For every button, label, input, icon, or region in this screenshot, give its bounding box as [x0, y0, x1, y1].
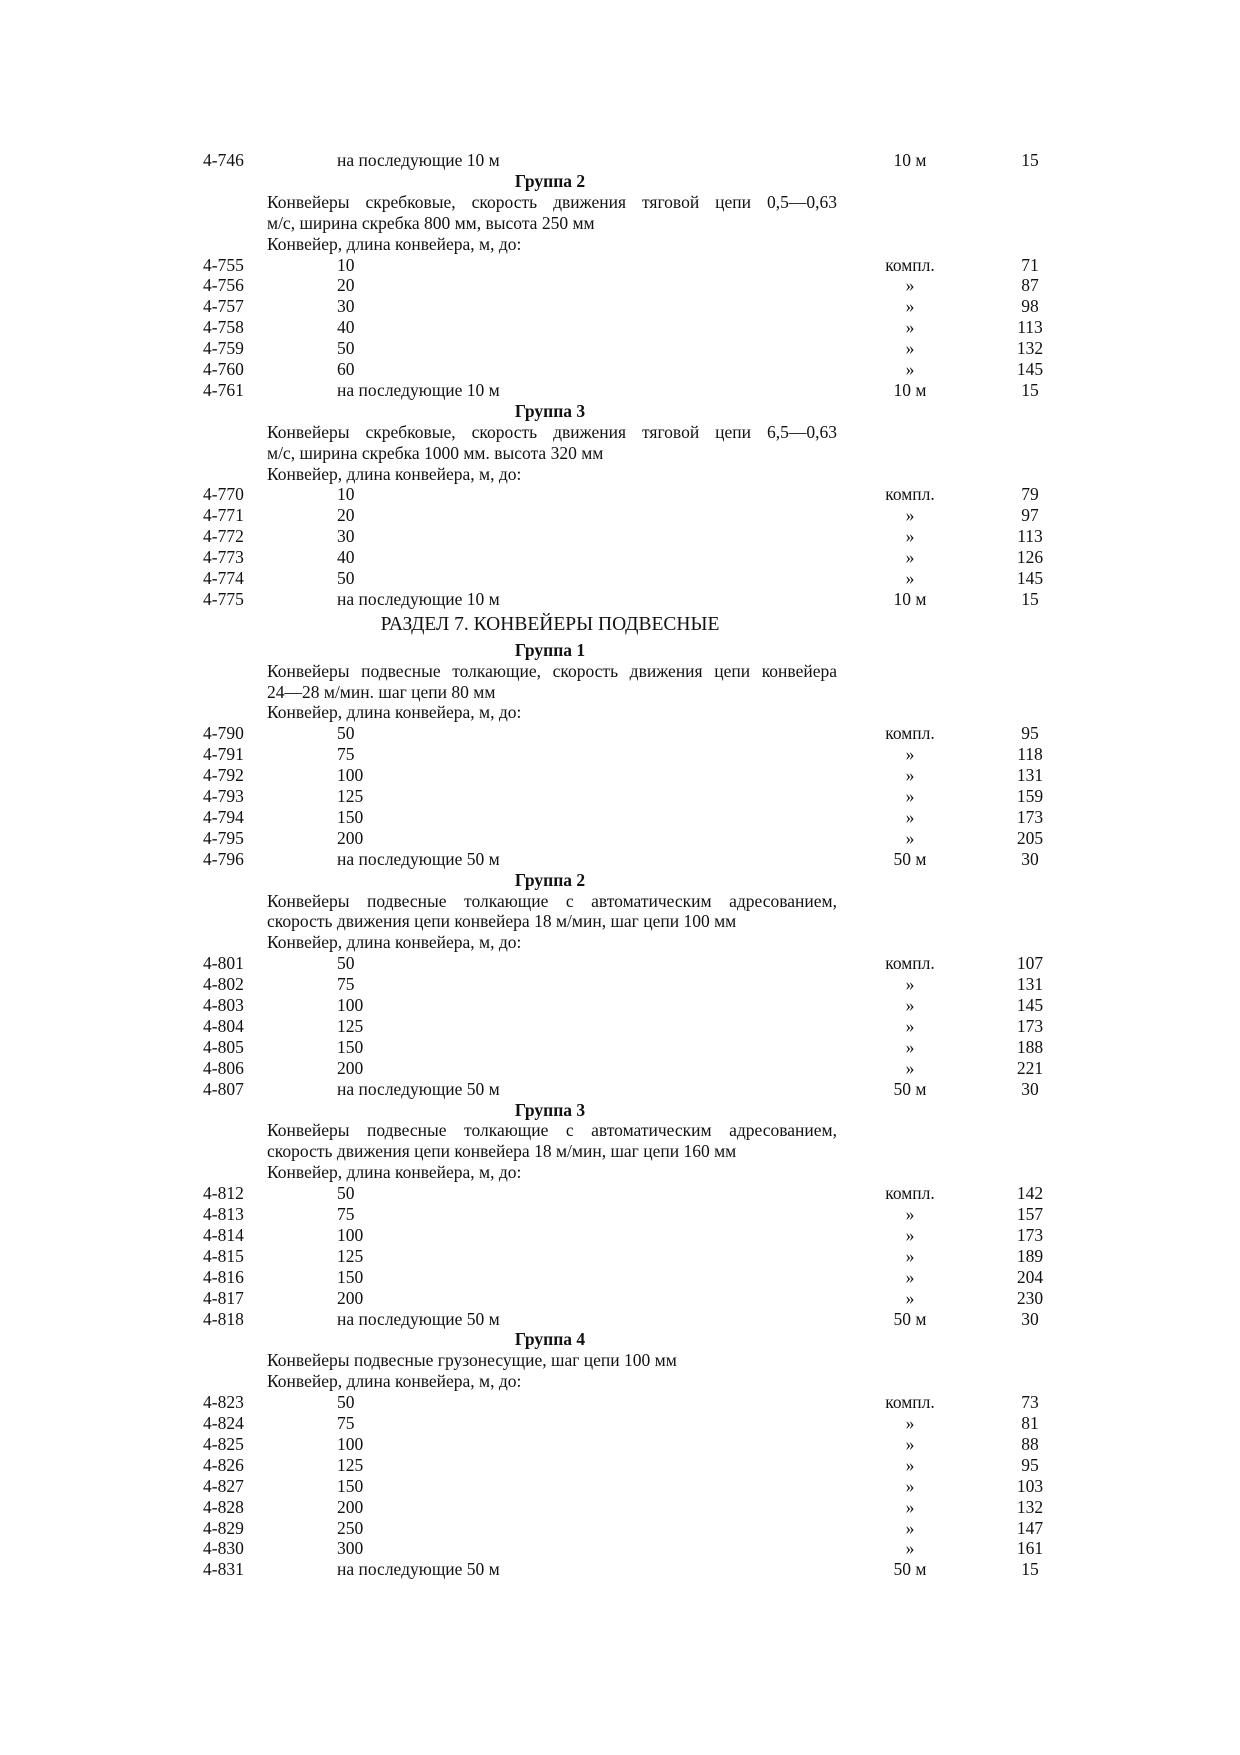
item-value: 132 — [1016, 338, 1044, 359]
item-name: 75 — [337, 974, 355, 995]
item-name: на последующие 10 м — [337, 588, 500, 609]
item-name: 75 — [337, 1204, 355, 1224]
table-row — [0, 338, 1240, 359]
group-description: скорость движения цепи конвейера 18 м/мин, шаг цепи 100 мм — [267, 911, 737, 932]
item-value: 30 — [1021, 1308, 1039, 1329]
item-unit: » — [905, 296, 915, 317]
item-name: 50 — [337, 1183, 355, 1204]
item-value: 205 — [1016, 827, 1044, 848]
item-value: 30 — [1021, 1078, 1039, 1099]
item-name: 100 — [337, 765, 364, 786]
item-value: 145 — [1016, 359, 1044, 379]
item-value: 159 — [1016, 786, 1044, 806]
item-name: 200 — [337, 827, 364, 848]
item-name: 40 — [337, 317, 355, 338]
item-value: 145 — [1016, 568, 1044, 588]
item-unit: компл. — [885, 254, 935, 275]
item-unit: » — [905, 275, 915, 296]
item-value: 221 — [1016, 1057, 1044, 1078]
item-code: 4-815 — [203, 1245, 244, 1266]
group-description: Конвейер, длина конвейера, м, до: — [267, 932, 522, 953]
item-unit: 10 м — [893, 150, 927, 170]
item-value: 79 — [1021, 484, 1039, 505]
table-row — [0, 786, 1240, 807]
document-line-group — [0, 1329, 1240, 1350]
item-value: 157 — [1016, 1204, 1044, 1224]
item-value: 113 — [1017, 317, 1043, 338]
document-line-group — [0, 401, 1240, 422]
item-name: 100 — [337, 1224, 364, 1245]
item-value: 95 — [1021, 1454, 1039, 1475]
item-code: 4-795 — [203, 827, 244, 848]
document-line-desc — [0, 464, 1240, 485]
item-unit: » — [905, 359, 915, 379]
item-unit: » — [905, 827, 915, 848]
group-description: Конвейер, длина конвейера, м, до: — [267, 233, 522, 254]
table-row — [0, 974, 1240, 995]
item-unit: компл. — [885, 953, 935, 974]
document-line-group — [0, 171, 1240, 192]
item-value: 95 — [1021, 723, 1039, 744]
table-row — [0, 526, 1240, 547]
table-row — [0, 1309, 1240, 1330]
item-code: 4-760 — [203, 359, 244, 379]
group-description: Конвейеры скребковые, скорость движения тяговой цепи 6,5—0,63 — [267, 421, 837, 442]
item-name: 30 — [337, 526, 355, 547]
section-heading: РАЗДЕЛ 7. КОНВЕЙЕРЫ ПОДВЕСНЫЕ — [380, 613, 720, 635]
item-value: 15 — [1021, 1559, 1039, 1580]
group-description: Конвейеры подвесные толкающие, скорость движения цепи конвейера — [267, 660, 837, 681]
item-unit: 50 м — [893, 1078, 927, 1099]
document-line-desc — [0, 234, 1240, 255]
item-value: 173 — [1016, 1015, 1044, 1036]
item-value: 87 — [1021, 275, 1039, 296]
table-row — [0, 1559, 1240, 1580]
item-code: 4-802 — [203, 974, 244, 995]
item-name: на последующие 50 м — [337, 1078, 500, 1099]
table-row — [0, 505, 1240, 526]
group-heading: Группа 3 — [514, 400, 586, 421]
item-code: 4-761 — [203, 379, 244, 400]
item-value: 103 — [1016, 1475, 1044, 1496]
item-name: 75 — [337, 744, 355, 765]
item-code: 4-770 — [203, 484, 244, 505]
item-unit: » — [905, 744, 915, 765]
item-code: 4-807 — [203, 1078, 244, 1099]
item-unit: » — [905, 1036, 915, 1057]
item-name: на последующие 50 м — [337, 1308, 500, 1329]
item-code: 4-757 — [203, 296, 244, 317]
item-name: 10 — [337, 484, 355, 505]
item-name: на последующие 50 м — [337, 848, 500, 869]
table-row — [0, 723, 1240, 744]
table-row — [0, 1267, 1240, 1288]
item-name: 125 — [337, 1015, 364, 1036]
group-description: Конвейер, длина конвейера, м, до: — [267, 1371, 522, 1392]
item-unit: » — [905, 547, 915, 568]
item-code: 4-828 — [203, 1496, 244, 1517]
table-row — [0, 1079, 1240, 1100]
item-code: 4-756 — [203, 275, 244, 296]
item-value: 173 — [1016, 806, 1044, 827]
item-name: 100 — [337, 1433, 364, 1454]
item-value: 15 — [1021, 588, 1039, 609]
group-heading: Группа 2 — [514, 869, 586, 890]
table-row — [0, 1246, 1240, 1267]
item-code: 4-759 — [203, 338, 244, 359]
item-value: 189 — [1016, 1245, 1044, 1266]
item-code: 4-794 — [203, 806, 244, 827]
item-unit: » — [905, 974, 915, 995]
item-value: 161 — [1016, 1538, 1044, 1559]
document-line-desc — [0, 702, 1240, 723]
item-code: 4-829 — [203, 1517, 244, 1538]
document-line-desc — [0, 1371, 1240, 1392]
table-row — [0, 296, 1240, 317]
item-name: 60 — [337, 359, 355, 379]
item-code: 4-827 — [203, 1475, 244, 1496]
item-code: 4-817 — [203, 1287, 244, 1308]
table-row — [0, 547, 1240, 568]
table-row — [0, 953, 1240, 974]
table-row — [0, 1288, 1240, 1309]
item-unit: » — [905, 1496, 915, 1517]
item-unit: » — [905, 505, 915, 526]
item-value: 81 — [1021, 1413, 1039, 1433]
item-unit: » — [905, 765, 915, 786]
item-code: 4-746 — [203, 150, 244, 170]
document-line-desc — [0, 911, 1240, 932]
item-name: 50 — [337, 1392, 355, 1413]
item-code: 4-826 — [203, 1454, 244, 1475]
item-name: 150 — [337, 1036, 364, 1057]
item-unit: 50 м — [893, 1308, 927, 1329]
document-line-section — [0, 613, 1240, 634]
item-unit: компл. — [885, 1392, 935, 1413]
table-row — [0, 765, 1240, 786]
group-description: 24—28 м/мин. шаг цепи 80 мм — [267, 681, 496, 702]
table-row — [0, 1413, 1240, 1434]
table-row — [0, 1518, 1240, 1539]
item-code: 4-793 — [203, 786, 244, 806]
item-value: 230 — [1016, 1287, 1044, 1308]
document-line-desc — [0, 682, 1240, 703]
item-value: 88 — [1021, 1433, 1039, 1454]
table-row — [0, 1225, 1240, 1246]
group-description: Конвейер, длина конвейера, м, до: — [267, 463, 522, 484]
item-value: 142 — [1016, 1183, 1044, 1204]
item-name: 20 — [337, 275, 355, 296]
item-name: 125 — [337, 786, 364, 806]
item-code: 4-813 — [203, 1204, 244, 1224]
item-name: 100 — [337, 995, 364, 1015]
item-name: 20 — [337, 505, 355, 526]
item-value: 188 — [1016, 1036, 1044, 1057]
item-unit: » — [905, 1517, 915, 1538]
document-line-desc — [0, 1162, 1240, 1183]
item-name: на последующие 10 м — [337, 379, 500, 400]
item-name: 125 — [337, 1454, 364, 1475]
table-row — [0, 359, 1240, 380]
item-unit: » — [905, 995, 915, 1015]
item-value: 131 — [1016, 974, 1044, 995]
item-unit: » — [905, 317, 915, 338]
item-name: 40 — [337, 547, 355, 568]
item-unit: 50 м — [893, 1559, 927, 1580]
item-name: 200 — [337, 1057, 364, 1078]
item-code: 4-831 — [203, 1559, 244, 1580]
table-row — [0, 1455, 1240, 1476]
item-value: 147 — [1016, 1517, 1044, 1538]
item-name: 50 — [337, 568, 355, 588]
document-line-desc — [0, 1120, 1240, 1141]
item-unit: » — [905, 1204, 915, 1224]
item-name: 75 — [337, 1413, 355, 1433]
item-unit: » — [905, 1266, 915, 1287]
item-value: 131 — [1016, 765, 1044, 786]
item-code: 4-806 — [203, 1057, 244, 1078]
item-code: 4-771 — [203, 505, 244, 526]
group-heading: Группа 4 — [514, 1329, 586, 1350]
document-line-desc — [0, 932, 1240, 953]
item-unit: » — [905, 1245, 915, 1266]
table-row — [0, 807, 1240, 828]
item-value: 107 — [1016, 953, 1044, 974]
table-row — [0, 380, 1240, 401]
item-code: 4-772 — [203, 526, 244, 547]
item-code: 4-812 — [203, 1183, 244, 1204]
item-value: 118 — [1017, 744, 1043, 765]
table-row — [0, 255, 1240, 276]
group-description: Конвейеры подвесные толкающие с автоматическим адресованием, — [267, 890, 837, 911]
item-code: 4-758 — [203, 317, 244, 338]
item-name: 150 — [337, 1475, 364, 1496]
item-code: 4-816 — [203, 1266, 244, 1287]
item-value: 98 — [1021, 296, 1039, 317]
group-heading: Группа 2 — [514, 170, 586, 191]
item-unit: » — [905, 526, 915, 547]
item-code: 4-830 — [203, 1538, 244, 1559]
table-row — [0, 1538, 1240, 1559]
table-row — [0, 1497, 1240, 1518]
item-unit: » — [905, 1413, 915, 1433]
item-unit: » — [905, 568, 915, 588]
item-code: 4-774 — [203, 568, 244, 588]
item-unit: » — [905, 1538, 915, 1559]
item-code: 4-755 — [203, 254, 244, 275]
table-row — [0, 1476, 1240, 1497]
item-name: 200 — [337, 1287, 364, 1308]
table-row — [0, 744, 1240, 765]
table-row — [0, 1204, 1240, 1225]
item-value: 126 — [1016, 547, 1044, 568]
item-value: 132 — [1016, 1496, 1044, 1517]
item-code: 4-803 — [203, 995, 244, 1015]
group-heading: Группа 1 — [514, 639, 586, 660]
item-name: на последующие 10 м — [337, 150, 500, 170]
table-row — [0, 317, 1240, 338]
item-code: 4-796 — [203, 848, 244, 869]
item-unit: 50 м — [893, 848, 927, 869]
item-code: 4-814 — [203, 1224, 244, 1245]
item-unit: » — [905, 1433, 915, 1454]
table-row — [0, 1434, 1240, 1455]
document-line-group — [0, 870, 1240, 891]
item-name: 50 — [337, 338, 355, 359]
group-description: скорость движения цепи конвейера 18 м/мин, шаг цепи 160 мм — [267, 1141, 737, 1162]
item-unit: » — [905, 806, 915, 827]
item-unit: компл. — [885, 1183, 935, 1204]
item-unit: » — [905, 1224, 915, 1245]
item-unit: » — [905, 1287, 915, 1308]
table-row — [0, 1037, 1240, 1058]
group-description: Конвейеры подвесные грузонесущие, шаг цепи 100 мм — [267, 1350, 677, 1371]
item-code: 4-791 — [203, 744, 244, 765]
item-code: 4-801 — [203, 953, 244, 974]
table-row — [0, 568, 1240, 589]
document-line-desc — [0, 422, 1240, 443]
item-unit: » — [905, 1057, 915, 1078]
item-name: 300 — [337, 1538, 364, 1559]
item-code: 4-790 — [203, 723, 244, 744]
group-description: Конвейеры скребковые, скорость движения тяговой цепи 0,5—0,63 — [267, 191, 837, 212]
item-name: 125 — [337, 1245, 364, 1266]
item-name: 50 — [337, 723, 355, 744]
item-name: 10 — [337, 254, 355, 275]
document-line-desc — [0, 891, 1240, 912]
item-unit: » — [905, 1475, 915, 1496]
item-value: 30 — [1021, 848, 1039, 869]
item-unit: » — [905, 1454, 915, 1475]
group-description: Конвейер, длина конвейера, м, до: — [267, 702, 522, 723]
item-name: 150 — [337, 1266, 364, 1287]
item-name: 30 — [337, 296, 355, 317]
table-row — [0, 828, 1240, 849]
table-row — [0, 1016, 1240, 1037]
table-row — [0, 1183, 1240, 1204]
item-name: 250 — [337, 1517, 364, 1538]
item-unit: » — [905, 338, 915, 359]
item-name: 200 — [337, 1496, 364, 1517]
table-row — [0, 849, 1240, 870]
document-line-desc — [0, 661, 1240, 682]
item-value: 145 — [1016, 995, 1044, 1015]
item-code: 4-805 — [203, 1036, 244, 1057]
item-value: 113 — [1017, 526, 1043, 547]
item-code: 4-818 — [203, 1308, 244, 1329]
item-unit: компл. — [885, 484, 935, 505]
group-heading: Группа 3 — [514, 1099, 586, 1120]
item-value: 15 — [1021, 379, 1039, 400]
document-line-desc — [0, 192, 1240, 213]
item-unit: » — [905, 1015, 915, 1036]
table-row — [0, 150, 1240, 171]
item-code: 4-804 — [203, 1015, 244, 1036]
item-name: 150 — [337, 806, 364, 827]
table-row — [0, 1392, 1240, 1413]
document-line-desc — [0, 1350, 1240, 1371]
group-description: Конвейер, длина конвейера, м, до: — [267, 1162, 522, 1183]
table-row — [0, 995, 1240, 1016]
item-name: 50 — [337, 953, 355, 974]
item-code: 4-825 — [203, 1433, 244, 1454]
table-row — [0, 275, 1240, 296]
document-line-desc — [0, 213, 1240, 234]
group-description: м/с, ширина скребка 800 мм, высота 250 мм — [267, 212, 595, 233]
item-code: 4-773 — [203, 547, 244, 568]
item-code: 4-824 — [203, 1413, 244, 1433]
group-description: м/с, ширина скребка 1000 мм. высота 320 мм — [267, 442, 604, 463]
item-value: 71 — [1021, 254, 1039, 275]
item-code: 4-823 — [203, 1392, 244, 1413]
item-value: 204 — [1016, 1266, 1044, 1287]
document-line-desc — [0, 1141, 1240, 1162]
item-code: 4-775 — [203, 588, 244, 609]
group-description: Конвейеры подвесные толкающие с автоматическим адресованием, — [267, 1120, 837, 1141]
item-unit: 10 м — [893, 379, 927, 400]
item-value: 173 — [1016, 1224, 1044, 1245]
item-code: 4-792 — [203, 765, 244, 786]
table-row — [0, 484, 1240, 505]
document-line-group — [0, 1100, 1240, 1121]
document-line-desc — [0, 443, 1240, 464]
document-line-group — [0, 640, 1240, 661]
item-name: на последующие 50 м — [337, 1559, 500, 1580]
item-value: 97 — [1021, 505, 1039, 526]
item-unit: компл. — [885, 723, 935, 744]
table-row — [0, 589, 1240, 610]
table-row — [0, 1058, 1240, 1079]
item-unit: » — [905, 786, 915, 806]
item-value: 15 — [1021, 150, 1039, 170]
item-value: 73 — [1021, 1392, 1039, 1413]
item-unit: 10 м — [893, 588, 927, 609]
